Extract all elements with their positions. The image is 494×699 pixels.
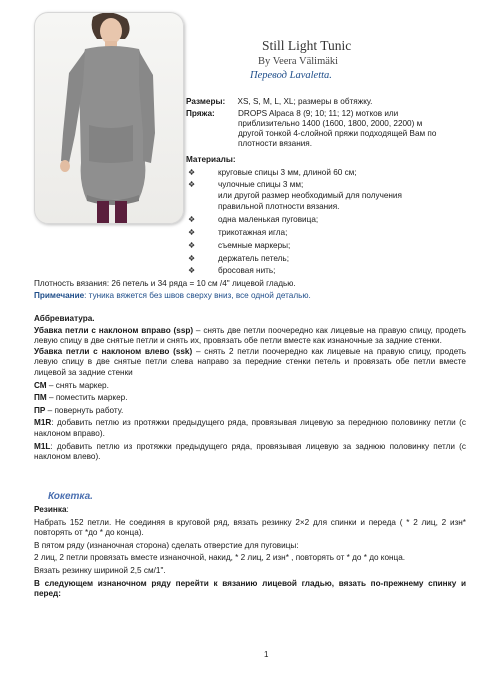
translator-credit: Перевод Lavaletta. xyxy=(250,70,332,81)
materials-item: трикотажная игла; xyxy=(218,228,288,237)
yarn-line: приблизительно 1400 (1600, 1800, 2000, 2200) м xyxy=(238,119,423,128)
ssp-definition xyxy=(34,326,466,347)
m1r-label: M1R xyxy=(34,418,52,428)
bullet-icon: ❖ xyxy=(188,254,196,263)
pr-label: ПР xyxy=(34,405,46,415)
m1l-text: : добавить петлю из протяжки предыдущего ряда, провязывая лицевую за заднюю половинку петли (с наклоном влево). xyxy=(34,441,466,462)
cm-label: СМ xyxy=(34,380,47,390)
yarn-line: другой тонкой 4-слойной пряжи подходящей Вам по xyxy=(238,129,437,138)
ssk-definition xyxy=(34,347,466,379)
sizes-label: Размеры: xyxy=(186,97,226,106)
materials-label: Материалы: xyxy=(186,155,236,164)
pr-text: – повернуть работу. xyxy=(45,405,124,415)
gauge-text: Плотность вязания: 26 петель и 34 ряда = 10 см /4" лицевой гладью. xyxy=(34,279,296,288)
materials-item: одна маленькая пуговица; xyxy=(218,215,319,224)
m1r-definition xyxy=(34,418,466,439)
cm-text: – снять маркер. xyxy=(46,380,109,390)
ssk-label: Убавка петли с наклоном влево (ssk) xyxy=(34,346,193,356)
ssk-text: – снять 2 петли поочередно как лицевые на правую спицу, продеть левую спицу в две снятые петли слева направо за передние стенки петель и провязать обе петли вместе лицевой за задние стенки xyxy=(34,346,466,377)
yoke-heading: Кокетка. xyxy=(48,491,93,502)
ribbing-subheading: Резинка: xyxy=(34,505,69,514)
bullet-icon: ❖ xyxy=(188,168,196,177)
bullet-icon: ❖ xyxy=(188,228,196,237)
tunic-photo xyxy=(34,12,184,224)
pattern-title: Still Light Tunic xyxy=(262,38,352,53)
ssp-label: Убавка петли с наклоном вправо (ssp) xyxy=(34,325,194,335)
pm-text: – поместить маркер. xyxy=(46,393,128,403)
yarn-line: плотности вязания. xyxy=(238,139,312,148)
materials-item: съемные маркеры; xyxy=(218,241,291,250)
materials-item: бросовая нить; xyxy=(218,266,276,275)
yarn-label: Пряжа: xyxy=(186,109,215,118)
bullet-icon: ❖ xyxy=(188,266,196,275)
yoke-paragraph: 2 лиц, 2 петли провязать вместе изнаночной, накид, * 2 лиц, 2 изн* , повторять от * до * до конца. xyxy=(34,553,406,563)
yoke-paragraph: В следующем изнаночном ряду перейти к вязанию лицевой гладью, вязать по-прежнему спинку и перед: xyxy=(34,578,466,599)
yoke-paragraph: Вязать резинку шириной 2,5 см/1". xyxy=(34,565,166,575)
materials-item: правильной плотности вязания. xyxy=(218,202,340,211)
m1l-label: M1L xyxy=(34,441,51,451)
abbreviations-heading: Аббревиатура. xyxy=(34,314,95,323)
note-label: Примечание xyxy=(34,291,85,300)
ssp-text: – снять две петли поочередно как лицевые на правую спицу, продеть левую спицу в две снятые петли и снять их, провязать обе петли вместе как изнаночные за задние стенки. xyxy=(34,325,466,346)
materials-item: держатель петель; xyxy=(218,254,289,263)
abbreviations-section xyxy=(34,314,466,463)
m1r-text: : добавить петлю из протяжки предыдущего ряда, провязывая лицевую за переднюю половинку петли (с наклоном вправо). xyxy=(34,418,466,438)
yoke-section xyxy=(34,505,466,600)
pm-definition xyxy=(34,393,466,404)
materials-item: чулочные спицы 3 мм; xyxy=(218,180,304,189)
bullet-icon: ❖ xyxy=(188,241,196,250)
pm-label: ПМ xyxy=(34,393,47,403)
sizes-row xyxy=(186,97,372,107)
note-row xyxy=(34,291,311,301)
bullet-icon: ❖ xyxy=(188,215,196,224)
materials-item: круговые спицы 3 мм, длиной 60 см; xyxy=(218,168,357,177)
yarn-line: DROPS Alpaca 8 (9; 10; 11; 12) мотков или xyxy=(238,109,399,118)
model-illustration xyxy=(35,13,183,223)
m1l-definition xyxy=(34,442,466,463)
bullet-icon: ❖ xyxy=(188,180,196,189)
yoke-paragraph: В пятом ряду (изнаночная сторона) сделать отверстие для пуговицы: xyxy=(34,540,299,550)
yoke-paragraph: Набрать 152 петли. Не соединяя в круговой ряд, вязать резинку 2×2 для спинки и переда ( * 2 лиц, 2 изн* повторять от *до * до конца). xyxy=(34,517,466,538)
page-number: 1 xyxy=(264,650,269,659)
materials-item: или другой размер необходимый для получения xyxy=(218,191,402,200)
pattern-author: By Veera Välimäki xyxy=(258,56,339,67)
pr-definition xyxy=(34,406,466,417)
cm-definition xyxy=(34,381,466,392)
note-text: : туника вяжется без швов сверху вниз, все одной деталью. xyxy=(84,291,311,300)
sizes-value: XS, S, M, L, XL; размеры в обтяжку. xyxy=(237,97,373,106)
